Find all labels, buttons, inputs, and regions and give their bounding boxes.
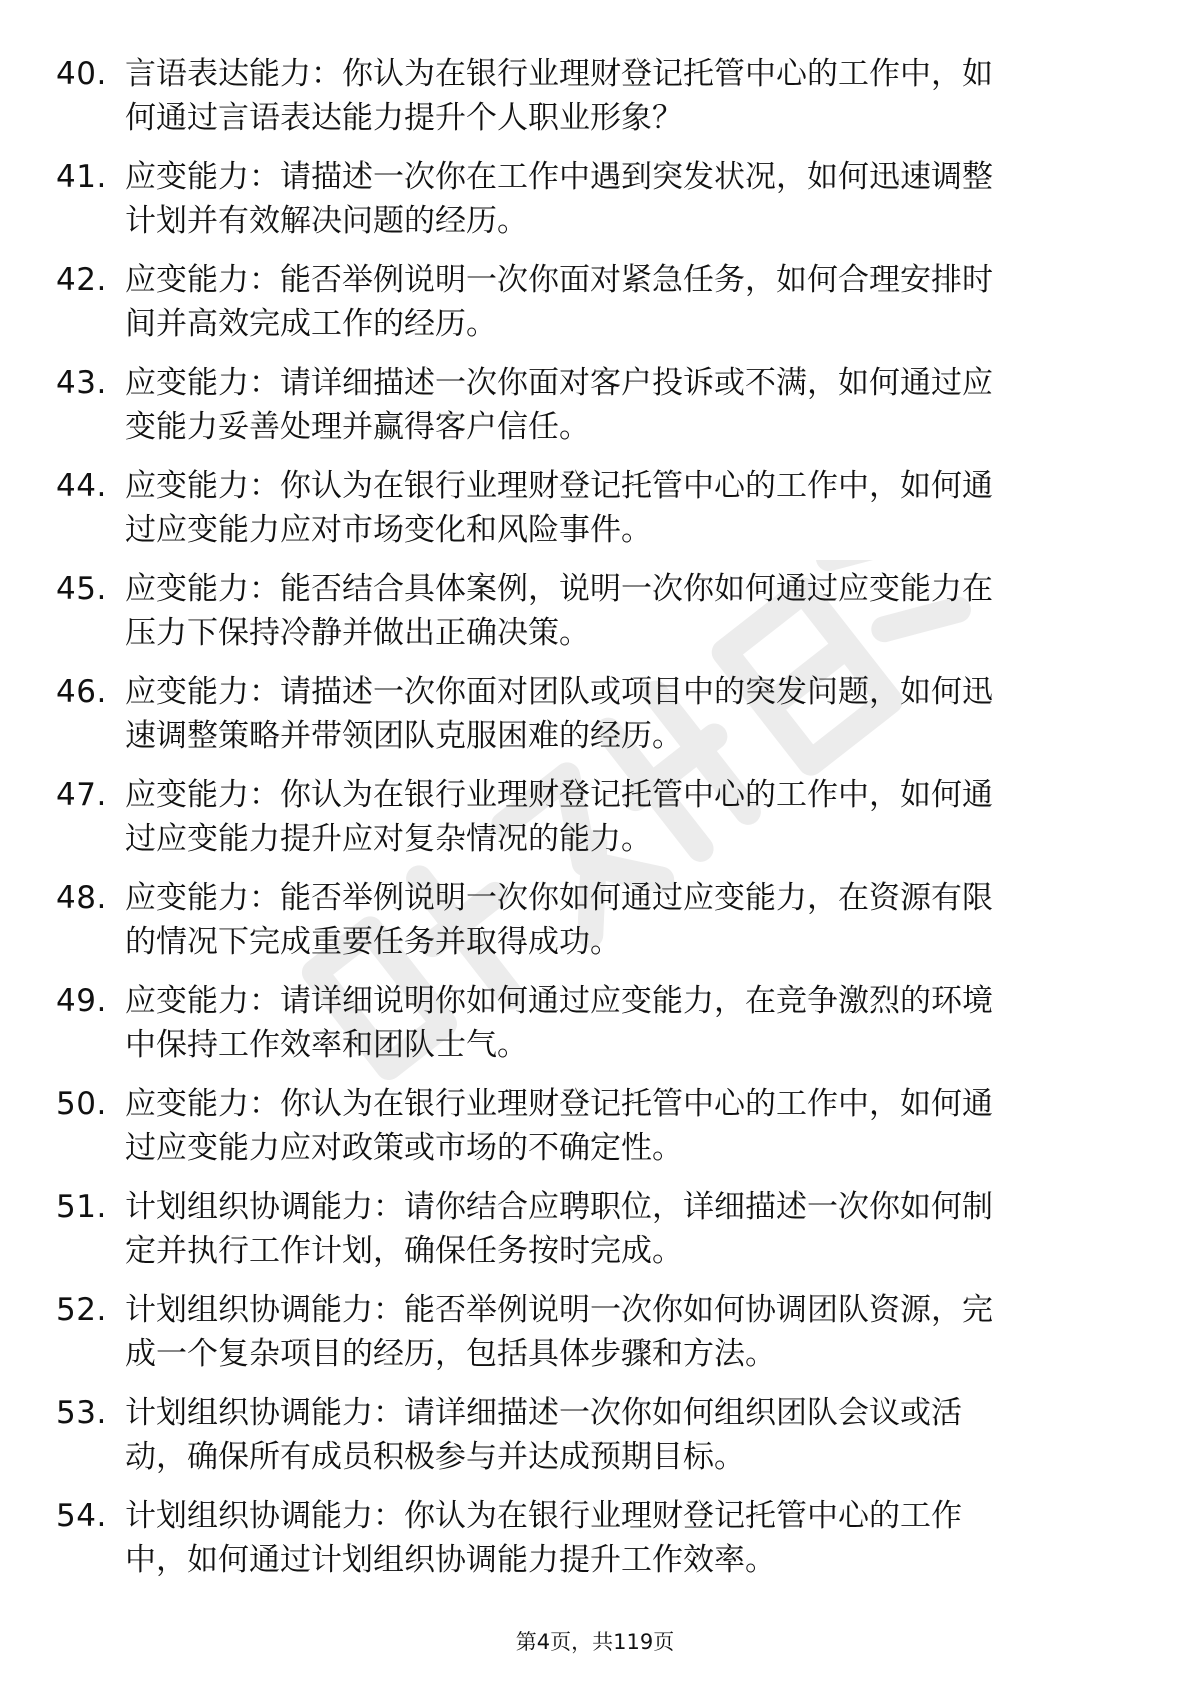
question-text-line: 应变能力：你认为在银行业理财登记托管中心的工作中，如何通 [125, 1086, 993, 1122]
question-item [0, 670, 1190, 773]
question-text-line: 压力下保持冷静并做出正确决策。 [125, 615, 590, 651]
question-text-line: 计划组织协调能力：请详细描述一次你如何组织团队会议或活 [125, 1395, 962, 1431]
question-number: 44. [56, 468, 107, 504]
question-text [125, 876, 1110, 964]
question-item [0, 361, 1190, 464]
question-text-line: 定并执行工作计划，确保任务按时完成。 [125, 1233, 683, 1269]
question-item [0, 567, 1190, 670]
question-text-line: 速调整策略并带领团队克服困难的经历。 [125, 718, 683, 754]
question-item [0, 155, 1190, 258]
question-text-line: 的情况下完成重要任务并取得成功。 [125, 924, 621, 960]
question-item [0, 464, 1190, 567]
question-text-line: 成一个复杂项目的经历，包括具体步骤和方法。 [125, 1336, 776, 1372]
question-text [125, 52, 1110, 140]
question-text-line: 变能力妥善处理并赢得客户信任。 [125, 409, 590, 445]
question-text-line: 应变能力：能否结合具体案例，说明一次你如何通过应变能力在 [125, 571, 993, 607]
question-text-line: 过应变能力提升应对复杂情况的能力。 [125, 821, 652, 857]
question-item [0, 773, 1190, 876]
question-number: 43. [56, 365, 107, 401]
question-number: 47. [56, 777, 107, 813]
question-number: 50. [56, 1086, 107, 1122]
question-text-line: 应变能力：请详细说明你如何通过应变能力，在竞争激烈的环境 [125, 983, 993, 1019]
question-text-line: 动，确保所有成员积极参与并达成预期目标。 [125, 1439, 745, 1475]
question-text [125, 1391, 1110, 1479]
question-text [125, 773, 1110, 861]
question-text-line: 计划并有效解决问题的经历。 [125, 203, 528, 239]
question-text-line: 计划组织协调能力：请你结合应聘职位，详细描述一次你如何制 [125, 1189, 993, 1225]
question-text-line: 应变能力：请描述一次你面对团队或项目中的突发问题，如何迅 [125, 674, 993, 710]
question-text [125, 258, 1110, 346]
question-text-line: 言语表达能力：你认为在银行业理财登记托管中心的工作中，如 [125, 56, 993, 92]
question-number: 49. [56, 983, 107, 1019]
question-text-line: 计划组织协调能力：你认为在银行业理财登记托管中心的工作 [125, 1498, 962, 1534]
question-text-line: 过应变能力应对市场变化和风险事件。 [125, 512, 652, 548]
question-text-line: 间并高效完成工作的经历。 [125, 306, 497, 342]
question-number: 46. [56, 674, 107, 710]
question-number: 52. [56, 1292, 107, 1328]
question-text-line: 应变能力：请详细描述一次你面对客户投诉或不满，如何通过应 [125, 365, 993, 401]
question-item [0, 1185, 1190, 1288]
question-number: 42. [56, 262, 107, 298]
question-item [0, 1288, 1190, 1391]
question-text-line: 过应变能力应对政策或市场的不确定性。 [125, 1130, 683, 1166]
question-item [0, 1494, 1190, 1597]
question-text-line: 何通过言语表达能力提升个人职业形象？ [125, 100, 683, 136]
question-text [125, 1494, 1110, 1582]
question-text-line: 中，如何通过计划组织协调能力提升工作效率。 [125, 1542, 776, 1578]
question-text [125, 1082, 1110, 1170]
question-number: 53. [56, 1395, 107, 1431]
question-item [0, 876, 1190, 979]
question-text-line: 应变能力：你认为在银行业理财登记托管中心的工作中，如何通 [125, 468, 993, 504]
question-text [125, 361, 1110, 449]
question-text [125, 567, 1110, 655]
page-number-footer: 第4页，共119页 [515, 1630, 675, 1654]
question-number: 48. [56, 880, 107, 916]
question-item [0, 979, 1190, 1082]
question-number: 40. [56, 56, 107, 92]
question-text [125, 670, 1110, 758]
question-text [125, 1185, 1110, 1273]
question-text [125, 464, 1110, 552]
question-text [125, 1288, 1110, 1376]
question-text-line: 应变能力：能否举例说明一次你面对紧急任务，如何合理安排时 [125, 262, 993, 298]
question-text-line: 应变能力：能否举例说明一次你如何通过应变能力，在资源有限 [125, 880, 993, 916]
question-item [0, 1391, 1190, 1494]
question-item [0, 1082, 1190, 1185]
question-text [125, 155, 1110, 243]
question-number: 51. [56, 1189, 107, 1225]
question-item [0, 52, 1190, 155]
question-number: 41. [56, 159, 107, 195]
question-item [0, 258, 1190, 361]
question-list [0, 52, 1190, 1597]
question-text-line: 应变能力：你认为在银行业理财登记托管中心的工作中，如何通 [125, 777, 993, 813]
question-text-line: 应变能力：请描述一次你在工作中遇到突发状况，如何迅速调整 [125, 159, 993, 195]
question-text-line: 计划组织协调能力：能否举例说明一次你如何协调团队资源，完 [125, 1292, 993, 1328]
question-number: 45. [56, 571, 107, 607]
question-text-line: 中保持工作效率和团队士气。 [125, 1027, 528, 1063]
question-number: 54. [56, 1498, 107, 1534]
question-text [125, 979, 1110, 1067]
